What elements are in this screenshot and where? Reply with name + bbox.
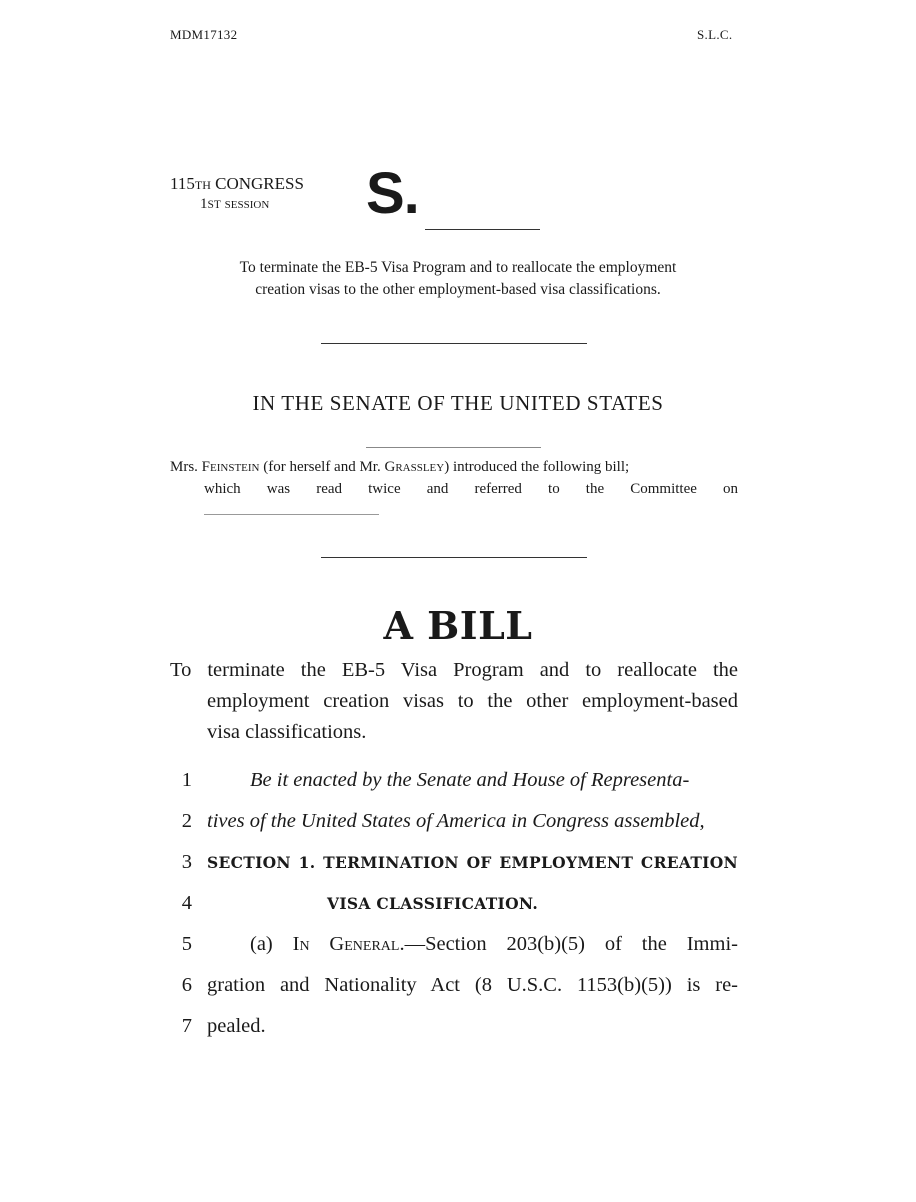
intro-mid: (for herself and Mr. bbox=[259, 459, 385, 475]
slc-label: S.L.C. bbox=[697, 27, 733, 42]
section-heading-cont: VISA CLASSIFICATION. bbox=[327, 894, 539, 913]
body-text: gration and Nationality Act (8 U.S.C. 1153(b)(5)) is re- bbox=[207, 974, 738, 996]
divider-rule bbox=[321, 557, 587, 558]
subsection-prefix: (a) bbox=[250, 933, 293, 955]
short-title-line: To terminate the EB-5 Visa Program and to reallocate the employment bbox=[239, 259, 677, 276]
body-line bbox=[0, 760, 916, 801]
session-label bbox=[200, 194, 269, 214]
body-line bbox=[0, 883, 916, 924]
congress-word: CONGRESS bbox=[210, 174, 304, 193]
long-title-line: employment creation visas to the other employment-based bbox=[207, 690, 738, 712]
session-word: session bbox=[220, 196, 270, 212]
bill-heading: A BILL bbox=[383, 603, 533, 648]
enacting-clause: Be it enacted by the Senate and House of Representa- bbox=[250, 769, 690, 791]
body-line bbox=[0, 924, 916, 965]
intro-suffix: ) introduced the following bill; bbox=[444, 459, 630, 475]
body-line bbox=[0, 965, 916, 1006]
congress-number: 115 bbox=[170, 174, 195, 193]
committee-blank bbox=[204, 514, 379, 515]
introduction-line bbox=[170, 456, 738, 478]
line-number: 3 bbox=[181, 851, 192, 873]
line-number: 5 bbox=[181, 933, 192, 955]
bill-letter: S. bbox=[366, 161, 419, 226]
section-heading: SECTION 1. TERMINATION OF EMPLOYMENT CREATION bbox=[207, 853, 738, 872]
divider-rule bbox=[321, 343, 587, 344]
line-number: 6 bbox=[181, 974, 192, 996]
line-number: 1 bbox=[181, 769, 192, 791]
body-line bbox=[0, 801, 916, 842]
line-number: 4 bbox=[181, 892, 192, 914]
line-number: 7 bbox=[181, 1015, 192, 1037]
introduction-line-2: which was read twice and referred to the Committee on bbox=[204, 481, 738, 497]
congress-number-suffix: TH bbox=[194, 178, 211, 192]
chamber-heading: IN THE SENATE OF THE UNITED STATES bbox=[252, 391, 664, 415]
divider-rule-short bbox=[366, 447, 541, 448]
body-line bbox=[0, 842, 916, 883]
sponsor-name: Feinstein bbox=[201, 459, 260, 475]
subsection-text: .—Section 203(b)(5) of the Immi- bbox=[399, 933, 738, 955]
line-number: 2 bbox=[181, 810, 192, 832]
subsection-a bbox=[250, 924, 738, 965]
short-title-line: creation visas to the other employment-based visa classifications. bbox=[255, 281, 661, 298]
session-suffix: ST bbox=[207, 199, 221, 211]
cosponsor-name: Grassley bbox=[384, 459, 445, 475]
body-line bbox=[0, 1006, 916, 1047]
body-text: pealed. bbox=[207, 1015, 266, 1037]
long-title-line: To terminate the EB-5 Visa Program and to reallocate the bbox=[170, 659, 738, 681]
subsection-heading: In General bbox=[292, 933, 400, 955]
long-title-line: visa classifications. bbox=[207, 721, 367, 743]
intro-prefix: Mrs. bbox=[170, 459, 202, 475]
congress-label bbox=[170, 175, 304, 194]
session-number: 1 bbox=[200, 196, 208, 212]
short-title bbox=[150, 257, 766, 301]
bill-number-blank bbox=[425, 229, 540, 230]
enacting-clause: tives of the United States of America in Congress assembled, bbox=[207, 810, 705, 832]
document-id: MDM17132 bbox=[170, 27, 238, 42]
